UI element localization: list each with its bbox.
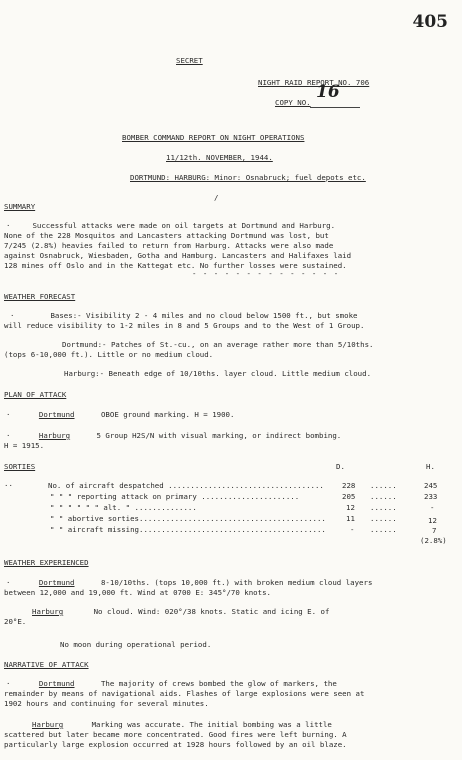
sorties-row-label: " " abortive sorties.......................................... [50, 514, 326, 523]
plan-dortmund-text: OBOE ground marking. H = 1900. [100, 410, 235, 419]
forecast-harburg-line: Harburg:- Beneath edge of 10/10ths. layer cloud. Little medium cloud. [64, 369, 372, 378]
narrative-dortmund-line-3: 1902 hours and continuing for several minutes. [4, 699, 209, 708]
sorties-row-h: - [430, 503, 435, 512]
sorties-col-d: D. [336, 462, 345, 471]
sorties-bullet: ·· [4, 481, 13, 490]
experienced-dortmund-text: 8-10/10ths. (tops 10,000 ft.) with broken medium cloud layers [100, 578, 373, 587]
sorties-row-h: 7 [432, 526, 437, 535]
narrative-dortmund-text: The majority of crews bombed the glow of markers, the [100, 679, 337, 688]
sorties-row-dots: ...... [370, 514, 397, 523]
section-heading-narrative: NARRATIVE OF ATTACK [4, 660, 89, 669]
section-heading-weather-experienced: WEATHER EXPERIENCED [4, 558, 89, 567]
section-heading-weather-forecast: WEATHER FORECAST [4, 292, 76, 301]
narrative-dortmund-line-2: remainder by means of navigational aids. Flashes of large explosions were seen at [4, 689, 365, 698]
report-date: 11/12th. NOVEMBER, 1944. [166, 153, 273, 162]
plan-dortmund-label: Dortmund [38, 410, 75, 419]
bullet: · [6, 679, 11, 688]
narrative-dortmund-label: Dortmund [38, 679, 75, 688]
page-number: 405 [412, 12, 448, 32]
sorties-row-h: 12 [428, 516, 437, 525]
sorties-row-label: " " " reporting attack on primary ...................... [50, 492, 300, 501]
summary-line [6, 221, 335, 230]
summary-line: 7/245 (2.8%) heavies failed to return from Harburg. Attacks were also made [4, 241, 334, 250]
experienced-dortmund-line [6, 578, 372, 587]
report-title: BOMBER COMMAND REPORT ON NIGHT OPERATIONS [122, 133, 305, 142]
sorties-col-h: H. [426, 462, 435, 471]
experienced-dortmund-line-2: between 12,000 and 19,000 ft. Wind at 0700 E: 345°/70 knots. [4, 588, 271, 597]
sorties-row-label: No. of aircraft despatched ................................... [48, 481, 324, 490]
handwritten-underline [310, 107, 360, 108]
experienced-harburg-label: Harburg [32, 607, 64, 616]
handwritten-copy-number: 16 [316, 82, 340, 102]
plan-harburg-label: Harburg [38, 431, 71, 440]
forecast-dortmund-line: Dortmund:- Patches of St.-cu., on an average rather more than 5/10ths. [62, 340, 374, 349]
experienced-dortmund-label: Dortmund [38, 578, 75, 587]
copy-number-label: COPY NO. [275, 98, 311, 107]
summary-line: against Osnabruck, Wiesbaden, Gotha and Hamburg. Lancasters and Halifaxes laid [4, 251, 352, 260]
sorties-row-dots: ...... [370, 492, 397, 501]
classification-label: SECRET [176, 56, 203, 65]
experienced-harburg-line [32, 607, 329, 616]
report-number: NIGHT RAID REPORT NO. 706 [258, 78, 370, 87]
forecast-bases-text: Bases:- Visibility 2 - 4 miles and no cloud below 1500 ft., but smoke [50, 311, 358, 320]
experienced-harburg-line-2: 20°E. [4, 617, 27, 626]
summary-text: Successful attacks were made on oil targets at Dortmund and Harburg. [32, 221, 336, 230]
sorties-row-h: 233 [424, 492, 438, 501]
bullet: · [6, 431, 11, 440]
forecast-dortmund-line-2: (tops 6-10,000 ft.). Little or no medium cloud. [4, 350, 214, 359]
sorties-row-d: 228 [342, 481, 356, 490]
narrative-harburg-line-2: scattered but later became more concentrated. Good fires were left burning. A [4, 730, 347, 739]
narrative-dortmund-line [6, 679, 337, 688]
sorties-row-dots: ...... [370, 525, 397, 534]
experienced-harburg-text: No cloud. Wind: 020°/38 knots. Static and icing E. of [93, 607, 330, 616]
narrative-harburg-text: Marking was accurate. The initial bombing was a little [91, 720, 332, 729]
bullet: · [6, 221, 11, 230]
stray-mark: / [214, 193, 219, 202]
plan-harburg-h: H = 1915. [4, 441, 45, 450]
sorties-row-d: 12 [346, 503, 355, 512]
sorties-row-dots: ...... [370, 503, 397, 512]
experienced-moon: No moon during operational period. [60, 640, 212, 649]
sorties-row-label: " " " " " " alt. " .............. [50, 503, 197, 512]
narrative-harburg-line-3: particularly large explosion occurred at 1928 hours followed by an oil blaze. [4, 740, 347, 749]
sorties-row-d: - [350, 525, 355, 534]
bullet: · [10, 311, 15, 320]
section-heading-sorties: SORTIES [4, 462, 36, 471]
section-heading-summary: SUMMARY [4, 202, 36, 211]
plan-harburg-text: 5 Group H2S/N with visual marking, or indirect bombing. [96, 431, 342, 440]
sorties-h-percent: (2.8%) [420, 536, 447, 545]
plan-harburg-line [6, 431, 341, 440]
section-separator: - - - - - - - - - - - - - - [192, 269, 340, 278]
sorties-row-dots: ...... [370, 481, 397, 490]
section-heading-plan-of-attack: PLAN OF ATTACK [4, 390, 67, 399]
sorties-row-h: 245 [424, 481, 438, 490]
bullet: · [6, 578, 11, 587]
bullet: · [6, 410, 11, 419]
summary-line: 128 mines off Oslo and in the Kattegat etc. No further losses were sustained. [4, 261, 347, 270]
forecast-bases-line-2: will reduce visibility to 1-2 miles in 8 and 5 Groups and to the West of 1 Group. [4, 321, 365, 330]
plan-dortmund-line [6, 410, 234, 419]
narrative-harburg-line [32, 720, 332, 729]
summary-line: None of the 228 Mosquitos and Lancasters attacking Dortmund was lost, but [4, 231, 329, 240]
sorties-row-d: 205 [342, 492, 356, 501]
forecast-bases-line [10, 311, 357, 320]
sorties-row-label: " " aircraft missing.......................................... [50, 525, 326, 534]
narrative-harburg-label: Harburg [32, 720, 64, 729]
sorties-row-d: 11 [346, 514, 355, 523]
report-targets: DORTMUND: HARBURG: Minor: Osnabruck; fuel depots etc. [130, 173, 366, 182]
